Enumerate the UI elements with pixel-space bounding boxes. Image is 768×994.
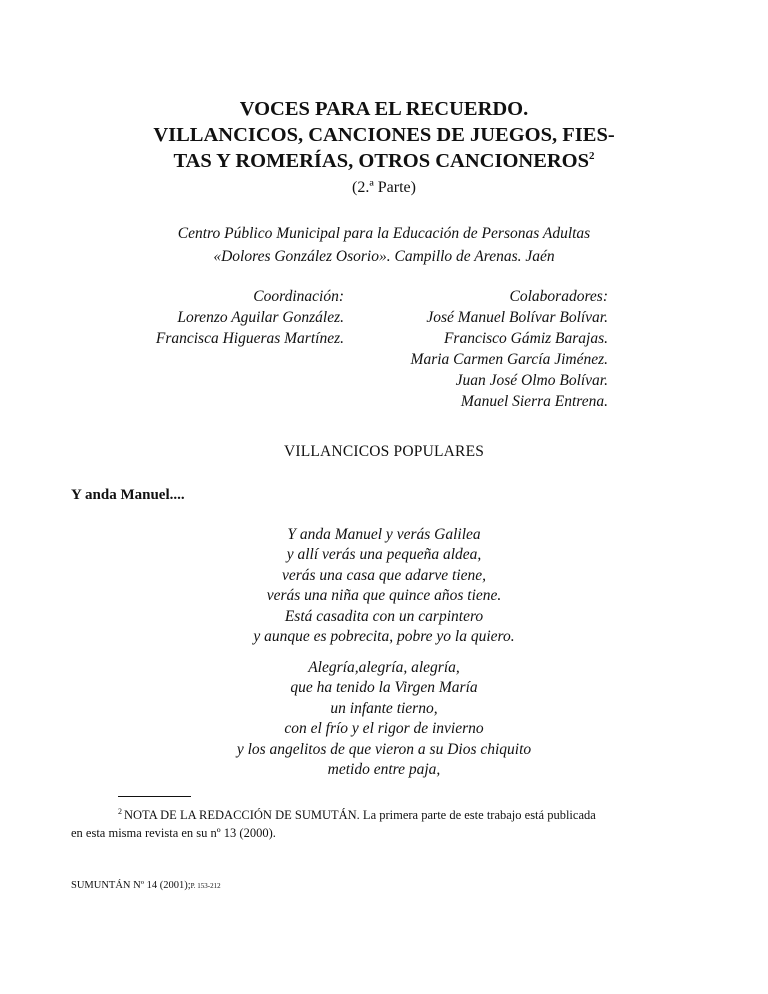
institution-line-2: «Dolores González Osorio». Campillo de Arenas. Jaén bbox=[213, 248, 555, 265]
coordination-heading: Coordinación: bbox=[253, 288, 344, 305]
footnote-text-1: NOTA DE LA REDACCIÓN DE SUMUTÁN. La primera parte de este trabajo está publicada bbox=[124, 808, 596, 823]
article-title bbox=[0, 96, 768, 174]
collaborator-name: Francisco Gámiz Barajas. bbox=[443, 330, 608, 347]
footnote-mark: 2 bbox=[118, 807, 122, 816]
title-line-2: VILLANCICOS, CANCIONES DE JUEGOS, FIES- bbox=[153, 124, 615, 146]
verse-line: un infante tierno, bbox=[330, 699, 438, 717]
verse-line: Y anda Manuel y verás Galilea bbox=[287, 526, 481, 543]
coordinator-name: Lorenzo Aguilar González. bbox=[177, 309, 344, 326]
verse-line: y los angelitos de que vieron a su Dios chiquito bbox=[236, 740, 532, 758]
verse-line: que ha tenido la Virgen María bbox=[290, 679, 478, 697]
footnote bbox=[71, 803, 701, 842]
collaborator-name: Manuel Sierra Entrena. bbox=[460, 393, 608, 410]
article-subtitle: (2.ª Parte) bbox=[352, 179, 416, 196]
footnote-line-2: en esta misma revista en su nº 13 (2000). bbox=[71, 826, 276, 841]
verse-line: y aunque es pobrecita, pobre yo la quiero. bbox=[253, 628, 515, 646]
title-line-1: VOCES PARA EL RECUERDO. bbox=[239, 98, 529, 120]
collaborators-heading: Colaboradores: bbox=[509, 288, 608, 305]
institution-line-1: Centro Público Municipal para la Educación de Personas Adultas bbox=[177, 225, 591, 242]
coordinator-name: Francisca Higueras Martínez. bbox=[155, 330, 344, 347]
collaborator-name: Juan José Olmo Bolívar. bbox=[455, 372, 608, 389]
verse-line: verás una niña que quince años tiene. bbox=[266, 587, 502, 605]
poem-title: Y anda Manuel.... bbox=[71, 487, 185, 503]
poem-stanza-1 bbox=[0, 525, 768, 647]
coordination-block bbox=[44, 286, 344, 349]
verse-line: Está casadita con un carpintero bbox=[284, 607, 484, 625]
collaborator-name: Maria Carmen García Jiménez. bbox=[410, 351, 608, 368]
collaborators-block bbox=[308, 286, 608, 412]
footnote-separator bbox=[118, 796, 191, 797]
journal-citation: SUMUNTÁN Nº 14 (2001); bbox=[71, 880, 191, 891]
title-line-3-text: TAS Y ROMERÍAS, OTROS CANCIONEROS bbox=[173, 150, 590, 172]
section-heading: VILLANCICOS POPULARES bbox=[283, 443, 485, 460]
institution-block bbox=[0, 222, 768, 268]
title-line-3 bbox=[0, 148, 768, 174]
running-footer bbox=[71, 880, 221, 891]
title-footnote-mark: 2 bbox=[589, 150, 595, 163]
collaborator-name: José Manuel Bolívar Bolívar. bbox=[426, 309, 608, 326]
page-range: P. 153-212 bbox=[190, 882, 221, 890]
footnote-line-1 bbox=[71, 803, 701, 824]
verse-line: metido entre paja, bbox=[327, 761, 441, 779]
verse-line: y allí verás una pequeña aldea, bbox=[286, 546, 482, 564]
verse-line: Alegría,alegría, alegría, bbox=[308, 659, 460, 676]
poem-stanza-2 bbox=[0, 658, 768, 780]
verse-line: con el frío y el rigor de invierno bbox=[284, 720, 484, 738]
verse-line: verás una casa que adarve tiene, bbox=[281, 566, 487, 584]
